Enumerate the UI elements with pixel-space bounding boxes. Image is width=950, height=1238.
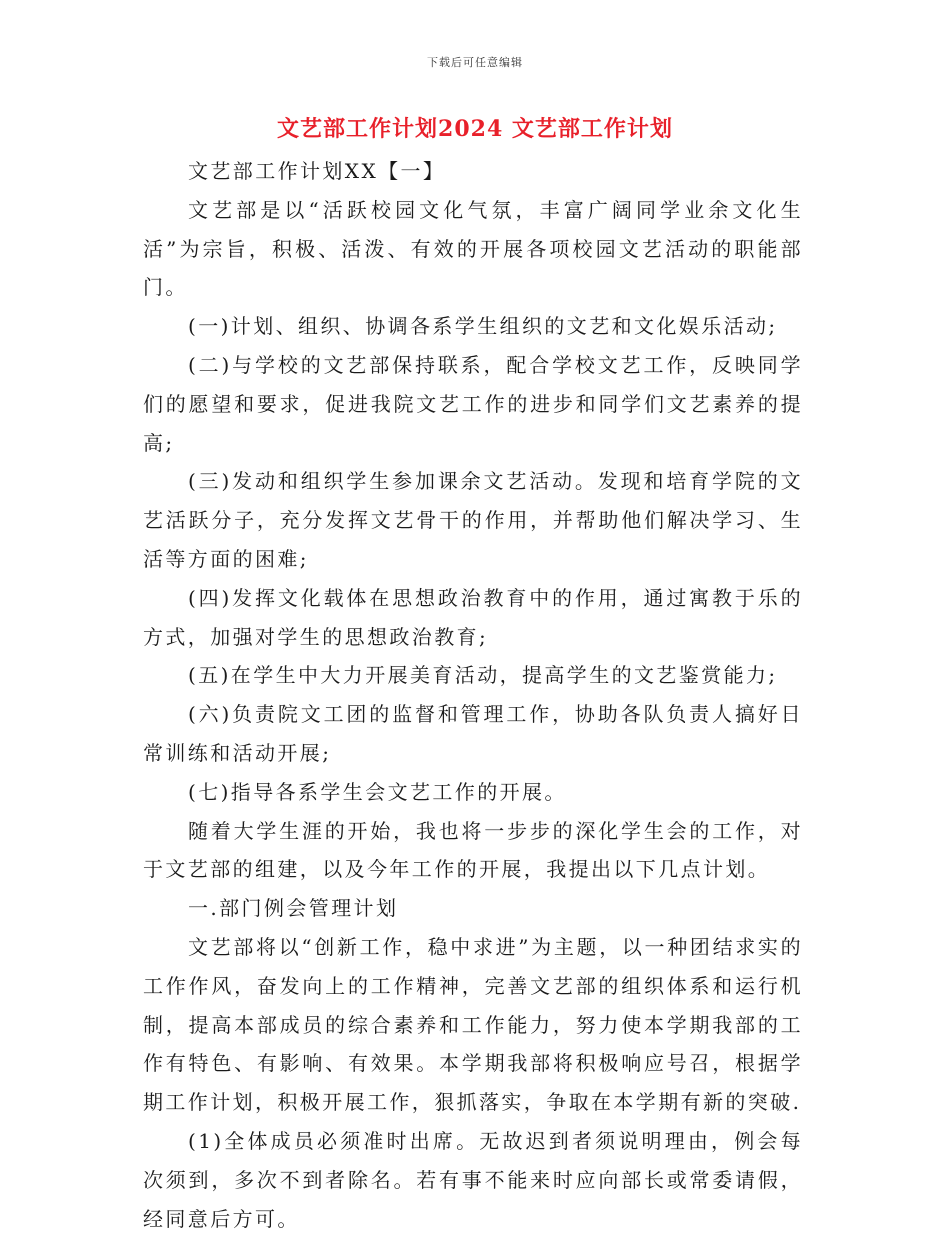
paragraph-duty-5: (五)在学生中大力开展美育活动，提高学生的文艺鉴赏能力; bbox=[188, 663, 778, 688]
paragraph-duty-1: (一)计划、组织、协调各系学生组织的文艺和文化娱乐活动; bbox=[188, 314, 778, 339]
paragraph-plan-intro: 随着大学生涯的开始，我也将一步步的深化学生会的工作，对于文艺部的组建，以及今年工作的开展，我提出以下几点计划。 bbox=[143, 818, 803, 882]
document-body bbox=[143, 152, 803, 1238]
paragraph-meeting-theme: 文艺部将以“创新工作，稳中求进”为主题，以一种团结求实的工作作风，奋发向上的工作精神，完善文艺部的组织体系和运行机制，提高本部成员的综合素养和工作能力，努力使本学期我部的工作有特色、有影响、有效果。本学期我部将积极响应号召，根据学期工作计划，积极开展工作，狠抓落实，争取在本学期有新的突破. bbox=[143, 934, 803, 1115]
paragraph-duty-7: (七)指导各系学生会文艺工作的开展。 bbox=[188, 779, 567, 804]
paragraph-section-heading: 文艺部工作计划XX【一】 bbox=[188, 159, 446, 183]
paragraph-duty-3: (三)发动和组织学生参加课余文艺活动。发现和培育学院的文艺活跃分子，充分发挥文艺骨干的作用，并帮助他们解决学习、生活等方面的困难; bbox=[143, 469, 803, 571]
paragraph-duty-4: (四)发挥文化载体在思想政治教育中的作用，通过寓教于乐的方式，加强对学生的思想政治教育; bbox=[143, 585, 803, 649]
paragraph-meeting-heading: 一.部门例会管理计划 bbox=[188, 896, 399, 921]
paragraph-purpose: 文艺部是以“活跃校园文化气氛，丰富广阔同学业余文化生活”为宗旨，积极、活泼、有效的开展各项校园文艺活动的职能部门。 bbox=[143, 197, 803, 300]
paragraph-duty-2: (二)与学校的文艺部保持联系，配合学校文艺工作，反映同学们的愿望和要求，促进我院文艺工作的进步和同学们文艺素养的提高; bbox=[143, 352, 803, 455]
header-note: 下载后可任意编辑 bbox=[427, 56, 523, 69]
document-title: 文艺部工作计划2024 文艺部工作计划 bbox=[277, 116, 673, 142]
paragraph-duty-6: (六)负责院文工团的监督和管理工作，协助各队负责人搞好日常训练和活动开展; bbox=[143, 702, 803, 765]
paragraph-meeting-rule-1: (1)全体成员必须准时出席。无故迟到者须说明理由，例会每次须到，多次不到者除名。若有事不能来时应向部长或常委请假，经同意后方可。 bbox=[143, 1128, 803, 1231]
